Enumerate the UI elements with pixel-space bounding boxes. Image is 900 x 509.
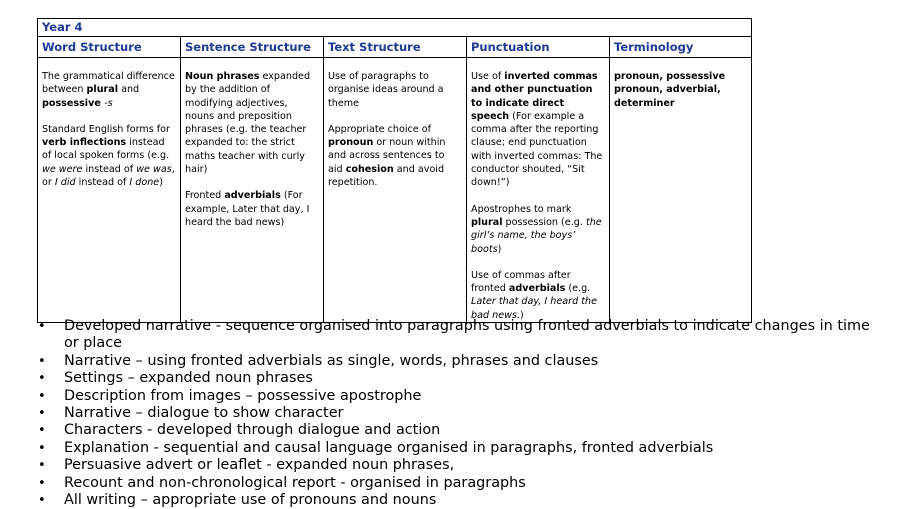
bullet-icon: • bbox=[38, 388, 46, 404]
list-item: • Persuasive advert or leaflet - expanded noun phrases, bbox=[38, 457, 455, 474]
list-item: • Recount and non-chronological report - organised in paragraphs bbox=[38, 474, 526, 491]
list-item: • Narrative – using fronted adverbials as single, words, phrases and clauses bbox=[38, 352, 599, 369]
bullet-icon: • bbox=[38, 440, 46, 456]
header-word-structure: Word Structure bbox=[38, 37, 181, 58]
bullet-icon: • bbox=[38, 458, 46, 474]
curriculum-table bbox=[37, 18, 751, 323]
sentence-structure-para-1: Noun phrases expanded by the addition of modifying adjectives, nouns and preposition phrases (e.g. the teacher expanded to: the strict maths teacher with curly hair) bbox=[185, 71, 311, 176]
list-item: • Settings – expanded noun phrases bbox=[38, 370, 313, 387]
list-item: • Developed narrative - sequence organised into paragraphs using fronted adverbials to indicate changes in time or place bbox=[38, 318, 870, 352]
header-punctuation: Punctuation bbox=[467, 37, 610, 58]
list-item: • Description from images – possessive apostrophe bbox=[38, 387, 422, 404]
word-structure-para-1: The grammatical difference between plural and possessive -s bbox=[42, 71, 175, 109]
bullet-icon: • bbox=[38, 319, 46, 334]
word-structure-para-2: Standard English forms for verb inflections instead of local spoken forms (e.g. we were instead of we was, or I did instead of I done) bbox=[42, 123, 175, 189]
list-item: • All writing – appropriate use of pronouns and nouns bbox=[38, 492, 437, 509]
list-item: • Narrative – dialogue to show character bbox=[38, 405, 344, 422]
cell-punctuation bbox=[467, 58, 610, 323]
bullet-icon: • bbox=[38, 371, 46, 387]
list-item: • Explanation - sequential and causal language organised in paragraphs, fronted adverbials bbox=[38, 439, 714, 456]
bullet-icon: • bbox=[38, 406, 46, 422]
activity-list bbox=[38, 318, 888, 509]
bullet-icon: • bbox=[38, 423, 46, 439]
text-structure-para-1: Use of paragraphs to organise ideas around a theme bbox=[328, 71, 444, 109]
punctuation-para-1: Use of inverted commas and other punctuation to indicate direct speech (For example a comma after the reporting clause; end punctuation with inverted commas: The conductor shouted, “Sit down!”) bbox=[471, 71, 603, 189]
bullet-icon: • bbox=[38, 353, 46, 369]
cell-terminology bbox=[610, 58, 752, 323]
punctuation-para-3: Use of commas after fronted adverbials (e.g. Later that day, I heard the bad news.) bbox=[471, 269, 597, 321]
list-item: • Characters - developed through dialogue and action bbox=[38, 422, 441, 439]
cell-sentence-structure bbox=[181, 58, 324, 323]
year-label: Year 4 bbox=[38, 19, 752, 37]
text-structure-para-2: Appropriate choice of pronoun or noun within and across sentences to aid cohesion and avoid repetition. bbox=[328, 123, 446, 189]
header-terminology: Terminology bbox=[610, 37, 752, 58]
sentence-structure-para-2: Fronted adverbials (For example, Later that day, I heard the bad news) bbox=[185, 190, 310, 228]
bullet-icon: • bbox=[38, 475, 46, 491]
header-text-structure: Text Structure bbox=[324, 37, 467, 58]
cell-text-structure bbox=[324, 58, 467, 323]
bullet-icon: • bbox=[38, 493, 46, 509]
header-sentence-structure: Sentence Structure bbox=[181, 37, 324, 58]
terminology-para: pronoun, possessive pronoun, adverbial, determiner bbox=[614, 71, 726, 109]
cell-word-structure bbox=[38, 58, 181, 323]
punctuation-para-2: Apostrophes to mark plural possession (e.g. the girl’s name, the boys’ boots) bbox=[471, 203, 602, 255]
year4-grammar-table bbox=[37, 18, 752, 323]
